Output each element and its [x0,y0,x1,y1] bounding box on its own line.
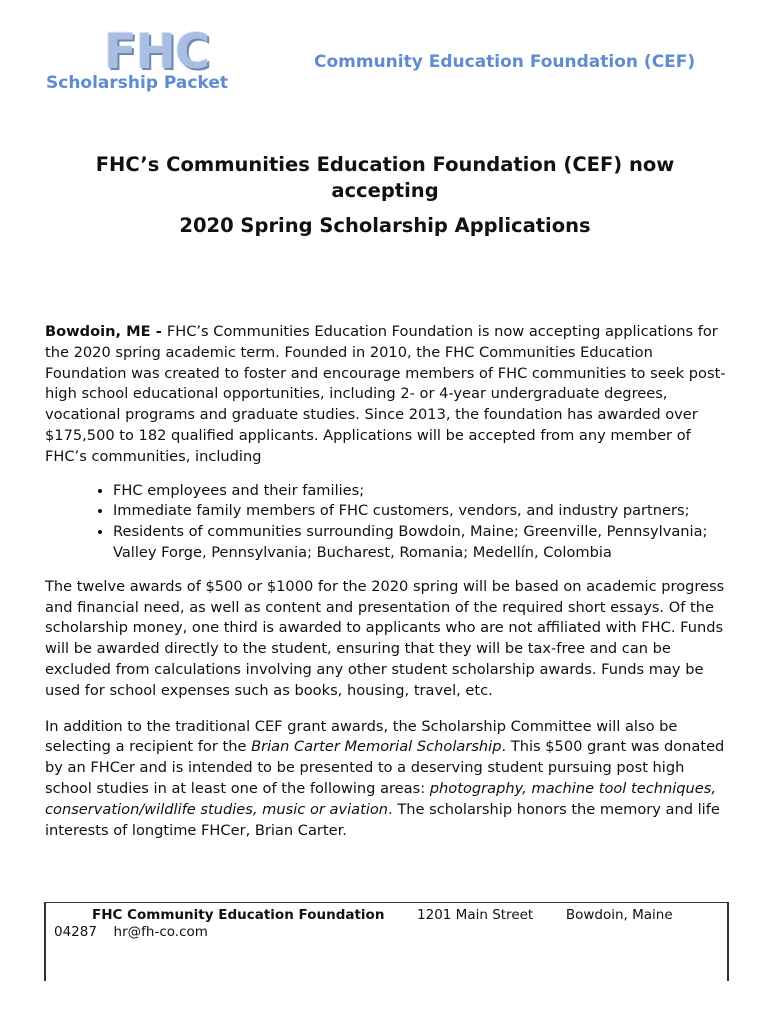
memorial-paragraph [45,717,735,842]
memorial-text-1: In addition to the traditional CEF grant awards, the Scholarship Committee will also be selecting a recipient for the [45,717,678,756]
headline: FHC’s Communities Education Foundation (CEF) now accepting [95,153,675,202]
footer-email[interactable]: hr@fh-co.com [113,924,208,940]
eligibility-list [45,481,735,564]
footer-org-name: FHC Community Education Foundation [92,907,385,923]
article-body [45,322,735,841]
list-item: • Residents of communities surrounding Bowdoin, Maine; Greenville, Pennsylvania; Valley Forge, Pennsylvania; Bucharest, Romania; Medellín, Colombia [113,522,735,564]
footer-street: 1201 Main Street [417,907,534,923]
intro-text: FHC’s Communities Education Foundation is now accepting applications for the 2020 spring academic term. Founded in 2010, the FHC Communities Education Foundation was created to foster and encourage members of FHC communities to seek post-high school educational opportunities, including 2- or 4-year undergraduate degrees, vocational programs and graduate studies. Since 2013, the foundation has awarded over $175,500 to 182 qualified applicants. Applications will be accepted from any member of FHC’s communities, including [45,323,726,465]
subheadline: 2020 Spring Scholarship Applications [179,214,591,237]
footer-zip: 04287 [54,924,97,940]
footer-contact-box [44,902,729,981]
footer-line-2 [54,924,208,941]
memorial-scholarship-name: Brian Carter Memorial Scholarship [251,738,502,756]
org-header-title: Community Education Foundation (CEF) [314,52,696,72]
list-item: • FHC employees and their families; [113,481,735,502]
list-item: • Immediate family members of FHC customers, vendors, and industry partners; [113,501,735,522]
awards-paragraph: The twelve awards of $500 or $1000 for the 2020 spring will be based on academic progress and financial need, as well as content and presentation of the required short essays. Of the scholarship money, one third is awarded to applicants who are not affiliated with FHC. Funds will be awarded directly to the student, ensuring that they will be tax-free and can be excluded from calculations involving any other student scholarship awards. Funds may be used for school expenses such as books, housing, travel, etc. [45,577,725,699]
memorial-text-2: . This $500 grant was donated by an FHCer and is intended to be presented to a deserving student pursuing post high school studies in at least one of the following areas: [45,738,725,797]
dateline: Bowdoin, ME - [45,323,167,340]
memorial-areas: photography, machine tool techniques, conservation/wildlife studies, music or aviation [45,779,717,818]
memorial-text-3: . The scholarship honors the memory and life interests of longtime FHCer, Brian Carter. [45,800,720,839]
fhc-logo: FHC [104,24,210,80]
footer-city: Bowdoin, Maine [565,907,673,923]
scholarship-packet-subtitle: Scholarship Packet [46,73,228,93]
intro-paragraph [45,322,735,468]
footer-line-1 [92,907,673,924]
